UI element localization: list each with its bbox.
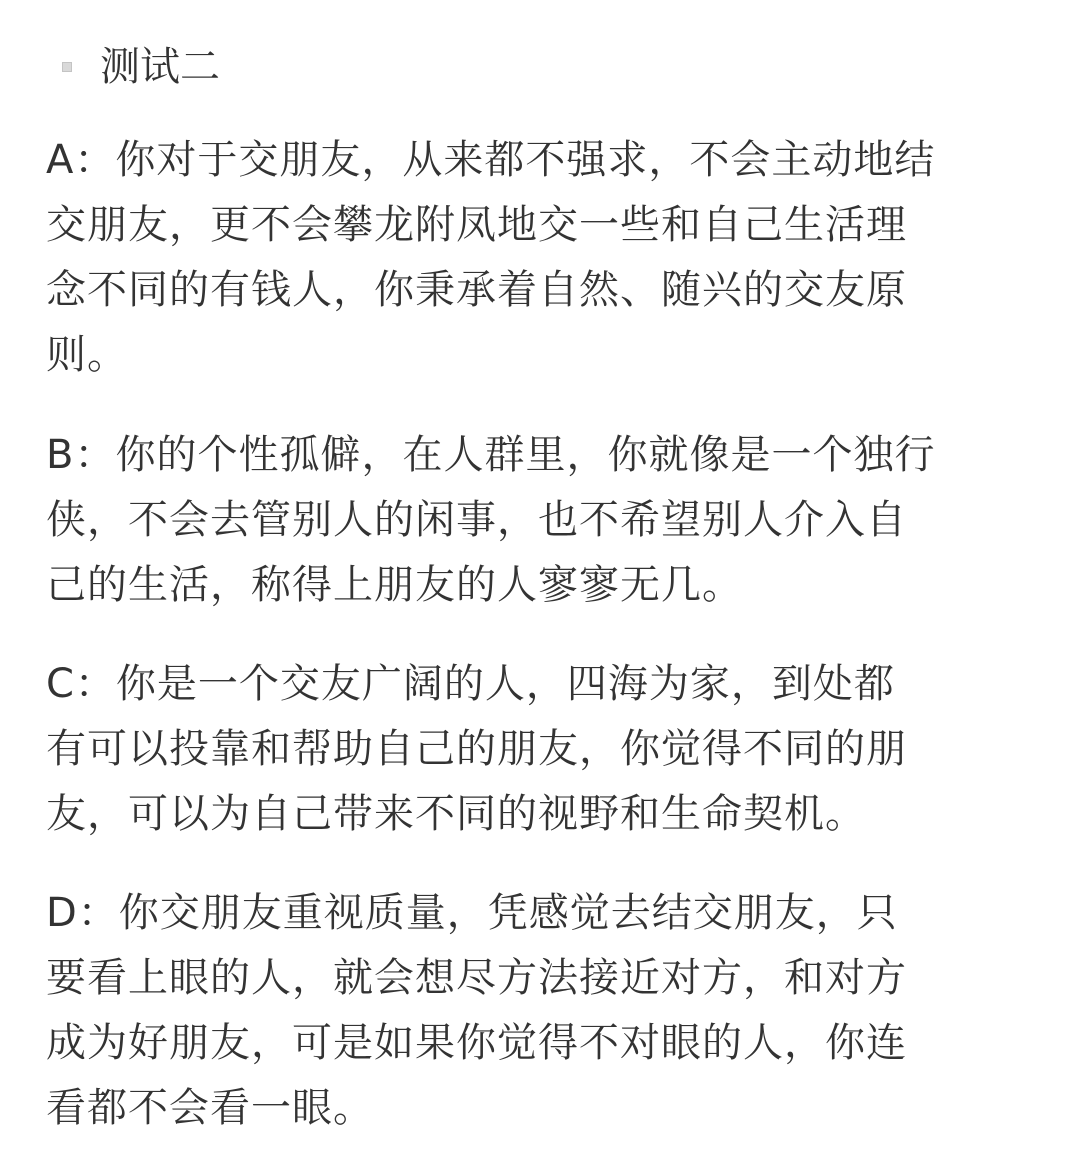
paragraph-line: 己的生活，称得上朋友的人寥寥无几。 [46,562,743,608]
heading-title: 测试二 [100,44,220,90]
option-d-paragraph [46,881,1046,1141]
option-a-paragraph [46,128,1046,388]
paragraph-line: 交朋友，更不会攀龙附凤地交一些和自己生活理 [46,202,907,248]
paragraph-line: 侠，不会去管别人的闲事，也不希望别人介入自 [46,497,907,543]
paragraph-line: 友，可以为自己带来不同的视野和生命契机。 [46,791,866,837]
option-b-paragraph [46,423,1046,618]
paragraph-line: C：你是一个交友广阔的人，四海为家，到处都 [46,661,895,707]
paragraph-line: 念不同的有钱人，你秉承着自然、随兴的交友原 [46,267,907,313]
paragraph-line: 有可以投靠和帮助自己的朋友，你觉得不同的朋 [46,726,907,772]
paragraph-line: 成为好朋友，可是如果你觉得不对眼的人，你连 [46,1020,907,1066]
paragraph-line: 要看上眼的人，就会想尽方法接近对方，和对方 [46,955,907,1001]
paragraph-line: D：你交朋友重视质量，凭感觉去结交朋友，只 [46,890,898,936]
paragraph-line: A：你对于交朋友，从来都不强求，不会主动地结 [46,137,936,183]
paragraph-line: 看都不会看一眼。 [46,1085,374,1131]
paragraph-line: B：你的个性孤僻，在人群里，你就像是一个独行 [46,432,936,478]
option-c-paragraph [46,652,1046,847]
paragraph-line: 则。 [46,332,128,378]
square-bullet-icon [62,62,72,72]
section-heading [62,40,220,94]
